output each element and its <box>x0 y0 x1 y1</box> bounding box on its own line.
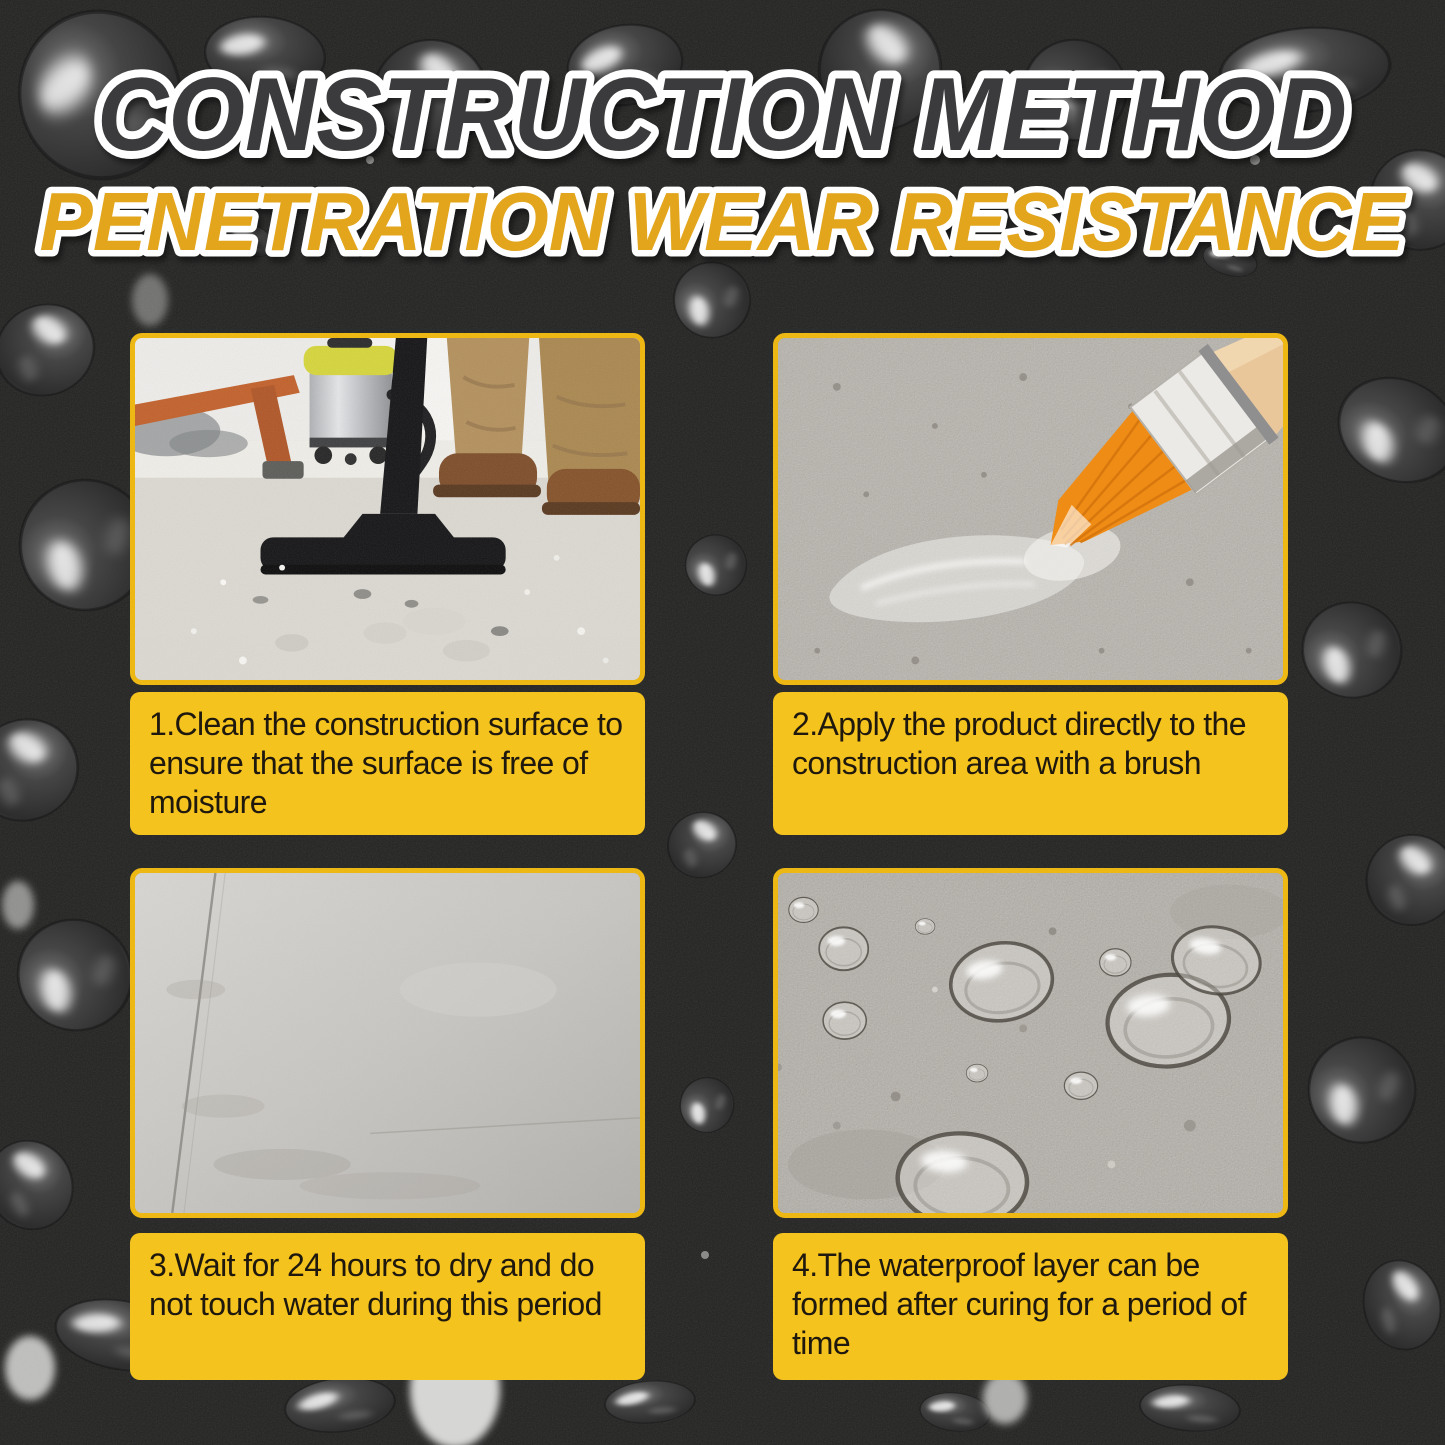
step4-photo <box>773 868 1288 1218</box>
step2-photo <box>773 333 1288 685</box>
main-title: CONSTRUCTION METHOD <box>97 57 1347 173</box>
step2-caption: 2.Apply the product directly to the construction area with a brush <box>773 692 1288 835</box>
step4-caption: 4.The waterproof layer can be formed after curing for a period of time <box>773 1233 1288 1380</box>
subtitle: PENETRATION WEAR RESISTANCE <box>39 175 1408 268</box>
step1-caption: 1.Clean the construction surface to ensure that the surface is free of moisture <box>130 692 645 835</box>
header <box>0 0 1445 300</box>
step3-photo <box>130 868 645 1218</box>
step1-photo <box>130 333 645 685</box>
step3-caption: 3.Wait for 24 hours to dry and do not touch water during this period <box>130 1233 645 1380</box>
